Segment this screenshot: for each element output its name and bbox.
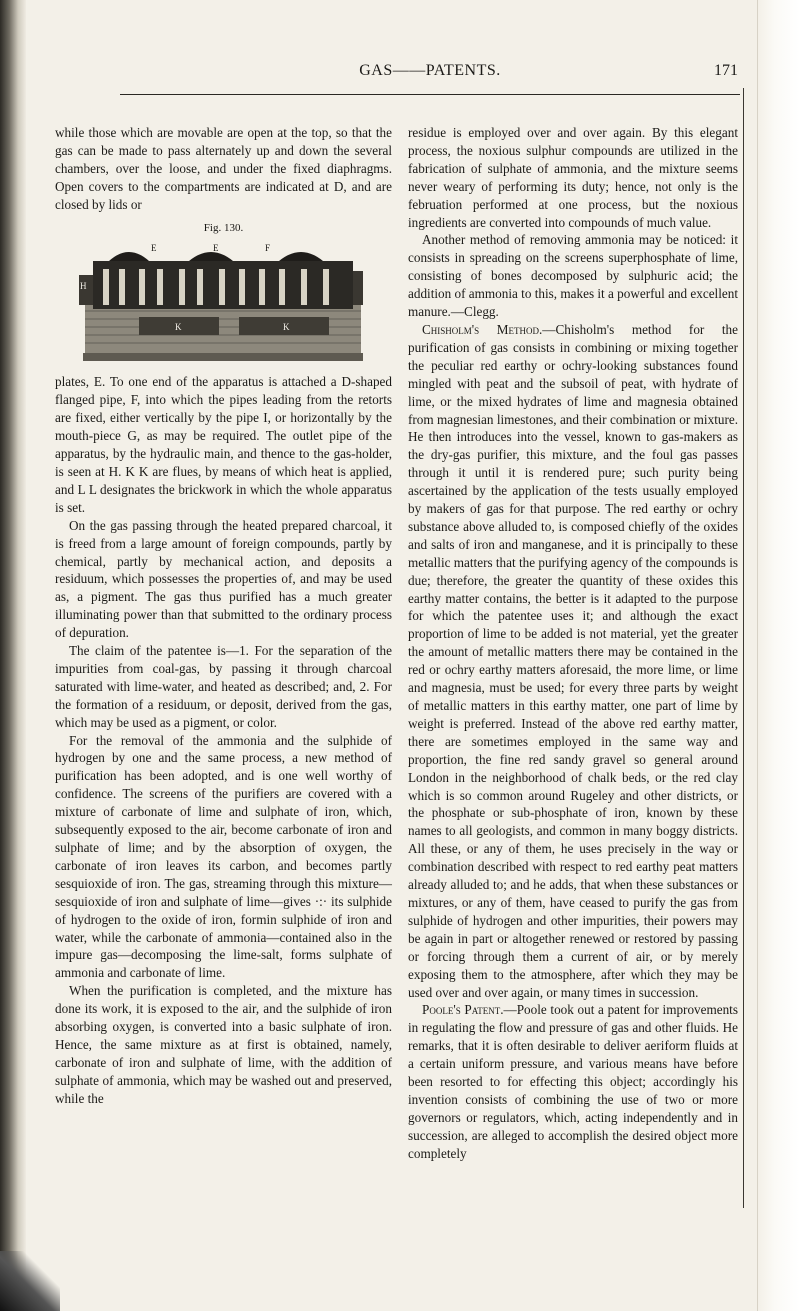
apparatus-illustration (79, 241, 369, 369)
paragraph: For the removal of the ammonia and the sulphide of hydrogen by one and the same process, a new method of purification has been adopted, and is one well worthy of confidence. The screens of the purifiers are covered with a mixture of carbonate of lime and sulphate of iron, which, subsequently exposed to the air, become carbonate of iron and sulphate of lime; and by the absorption of oxygen, the carbonate of iron leaves its carbon, and becomes partly sesquioxide of iron. The gas, streaming through this mixture—sesquioxide of iron and sulphate of lime—gives ·:· its sulphide of hydrogen to the oxide of iron, formin sulphide of iron and water, while the carbonate of ammonia—contained also in the impure gas—decomposing the lime-salt, forms sulphate of ammonia and carbonate of lime. (55, 732, 392, 981)
paragraph: Another method of removing ammonia may be noticed: it consists in spreading on the screens superphosphate of lime, consisting of bones decomposed by sulphuric acid; the addition of ammonia to this, makes it a powerful and excellent manure.—Clegg. (408, 232, 738, 320)
paragraph: plates, E. To one end of the apparatus is attached a D-shaped flanged pipe, F, into which the pipes leading from the retorts are fixed, either vertically by the pipe I, or horizontally by the mouth-piece G, as may be required. The outlet pipe of the apparatus, by the hydraulic main, and thence to the gas-holder, is seen at H. K K are flues, by means of which heat is applied, and L L designates the brickwork in which the whole apparatus is set. (55, 374, 392, 515)
paragraph-chisholm (408, 321, 738, 1001)
figure-letter-k2: K (282, 322, 289, 333)
paragraph: When the purification is completed, and the mixture has done its work, it is exposed to the air, and the sulphide of iron absorbing oxygen, is converted into a basic sulphate of iron. Hence, the same mixture as at first is obtained, namely, carbonate of iron and sulphate of lime, with the addition of sulphate of ammonia, which may be washed out and preserved, while the (55, 983, 392, 1106)
paragraph: On the gas passing through the heated prepared charcoal, it is freed from a large amount of foreign compounds, partly by chemical, partly by mechanical action, and deposits a residuum, which possesses the properties of, and may be used as, a pigment. The gas thus purified has a much greater illuminating power than that submitted to the ordinary process of depuration. (55, 517, 392, 641)
paragraph: The claim of the patentee is—1. For the separation of the impurities from coal-gas, by passing it through charcoal saturated with lime-water, and heated as described; and, 2. For the formation of a residuum, or deposit, derived from the gas, which may be used as a pigment, or color. (55, 643, 392, 730)
page-edge (757, 0, 800, 1311)
figure-letter-h: H (79, 281, 86, 292)
left-column (55, 124, 392, 1108)
page-corner-curl (0, 1251, 60, 1311)
paragraph: residue is employed over and over again. By this elegant process, the noxious sulphur compounds are utilized in the fabrication of sulphate of ammonia, and the mixture seems never weary of performing its duty; hence, not only is the februation performed at one process, but the noxious ingredients are converted into compounds of much value. (408, 125, 738, 230)
figure-letter-e1: E (150, 243, 156, 254)
figure-caption: Fig. 130. (203, 221, 244, 234)
section-heading: Chisholm's Method. (422, 321, 543, 337)
section-heading: Poole's Patent. (422, 1002, 504, 1018)
figure-letter-k1: K (174, 322, 181, 333)
figure-letter-f: F (264, 243, 270, 254)
page-number: 171 (714, 62, 738, 79)
figure-letter-e2: E (212, 243, 218, 254)
margin-rule (743, 88, 744, 1208)
running-title: GAS——PATENTS. (359, 62, 501, 79)
running-header (120, 60, 740, 95)
paragraph-poole (408, 1001, 738, 1162)
paragraph-text: —Poole took out a patent for improvements in regulating the flow and pressure of gas and other fluids. He remarks, that it is often desirable to deliver aeriform fluids at a certain uniform pressure, and various means have before been resorted to for effecting this object; accordingly his invention consists of combining the use of two or more governors or regulators, which, acting independently and in succession, are alleged to accomplish the desired object more completely (408, 1002, 738, 1161)
paragraph: while those which are movable are open at the top, so that the gas can be made to pass alternately up and down the several chambers, over the loose, and under the fixed diaphragms. Open covers to the compartments are indicated at D, and are closed by lids or (55, 125, 392, 212)
book-binding-shadow (0, 0, 26, 1311)
paragraph-text: —Chisholm's method for the purification of gas consists in combining or mixing together the peculiar red earthy or ochry-looking substances found mingled with peat and the subsoil of peat, with hydrate of lime, or the mixed hydrates of lime and magnesia obtained from magnesian limestones, and their combination or mixture. He then introduces into the vessel, known to gas-makers as the dry-gas purifier, this mixture, and the foul gas passes through it until it is rendered pure; such purity being ascertained by the application of the tests usually employed by makers of gas for that purpose. The red earthy or ochry substance above alluded to, is composed chiefly of the oxides and salts of iron and manganese, and it is principally to these metallic matters that the purifying agency of the compounds is due; therefore, the greater the quantity of these oxides this earthy matter contains, the better is it adapted to the purpose for which the patentee uses it; and although the exact proportion of lime to be added is not material, yet the greater the amount of metallic matters there may be contained in the red or ochry earthy matters aforesaid, the more lime, or lime and magnesia, must be used; for every three parts by weight of metallic matters in this earthy matter, one part of lime by weight is preferred. Instead of the above red earthy matter, there are sometimes employed in the same way and proportion, the fine red sandy gravel so general around London in the neighborhood of chalk beds, or the red clay which is so common around Rugeley and other districts, or the phosphate or sub-phosphate of iron, known by these names to all geologists, and common in many boggy districts. All these, or any of them, he uses precisely in the way or combination described with respect to red earthy peat matters already alluded to; and he adds, that when these substances or mixtures, or any of them, have ceased to purify the gas from sulphide of hydrogen and other impurities, their powers may be again in part or altogether renewed or restored by passing or forcing through them a current of air, or by merely exposing them to the atmosphere, after which they may be used over and over again, or many times in succession. (408, 321, 738, 1000)
right-column (408, 124, 738, 1163)
figure-130 (55, 220, 392, 370)
